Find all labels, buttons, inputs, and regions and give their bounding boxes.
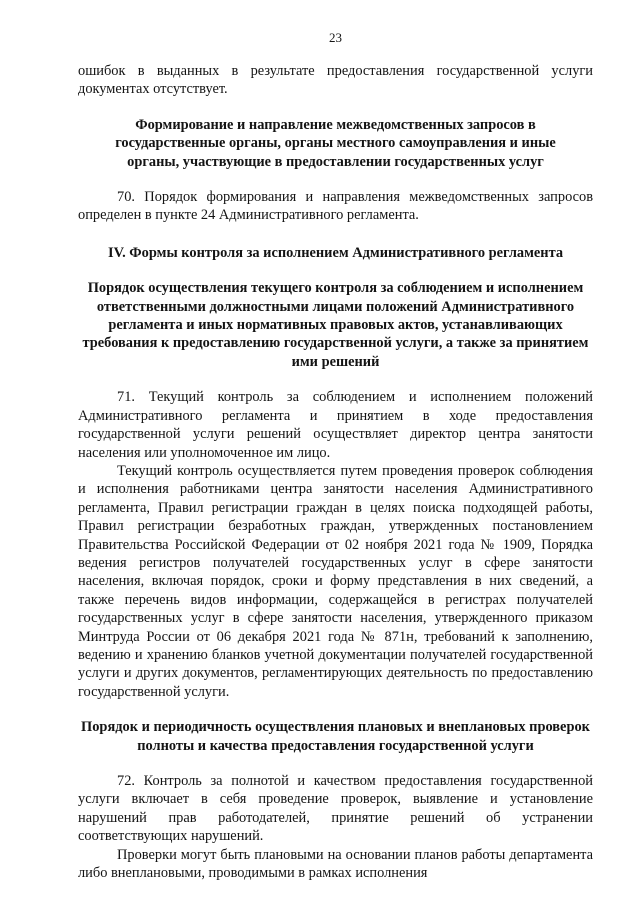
heading-section-iv: IV. Формы контроля за исполнением Административного регламента [107, 244, 564, 261]
paragraph-71-continued: Текущий контроль осуществляется путем проведения проверок соблюдения и исполнения работниками центра занятости населения Административного регламента, Правил регистрации граждан в целях поиска подходящей работы, Правил регистрации безработных граждан, утвержденных постановлением Правительства Российской Федерации от 02 ноября 2021 года № 1909, Порядка ведения регистров получателей государственных услуг в сфере занятости населения, включая порядок, сроки и форму представления в них сведений, а также перечень видов информации, содержащейся в регистрах получателей государственных услуг в сфере занятости населения, утвержденного приказом Минтруда России от 06 декабря 2021 года № 871н, требований к заполнению, ведению и хранению бланков учетной документации получателей государственной услуги и других документов, регламентирующих деятельность по предоставлению государственной услуги. [78, 462, 593, 700]
paragraph-continuation: ошибок в выданных в результате предоставления государственной услуги документах отсутствует. [78, 63, 593, 98]
paragraph-72: 72. Контроль за полнотой и качеством предоставления государственной услуги включает в себя проведение проверок, выявление и установление нарушений прав работодателей, принятие решений об устранении соответствующих нарушений. [78, 773, 593, 845]
paragraph-70: 70. Порядок формирования и направления межведомственных запросов определен в пункте 24 Административного регламента. [78, 189, 593, 224]
page-number: 23 [329, 30, 342, 45]
document-body [78, 62, 593, 882]
heading-current-control: Порядок осуществления текущего контроля за соблюдением и исполнением ответственными должностными лицами положений Административного регламента и иных нормативных правовых актов, устанавливающих требования к предоставлению государственной услуги, а также за принятием ими решений [82, 280, 589, 370]
paragraph-71: 71. Текущий контроль за соблюдением и исполнением положений Административного регламента и принятием в ходе предоставления государственной услуги решений осуществляет директор центра занятости населения или уполномоченное им лицо. [78, 389, 593, 461]
heading-interagency-requests: Формирование и направление межведомственных запросов в государственные органы, органы местного самоуправления и иные органы, участвующие в предоставлении государственных услуг [115, 116, 556, 170]
paragraph-72-continued: Проверки могут быть плановыми на основании планов работы департамента либо внеплановыми, проводимыми в рамках исполнения [78, 846, 593, 882]
heading-planned-inspections: Порядок и периодичность осуществления плановых и внеплановых проверок полноты и качества предоставления государственной услуги [81, 719, 590, 754]
